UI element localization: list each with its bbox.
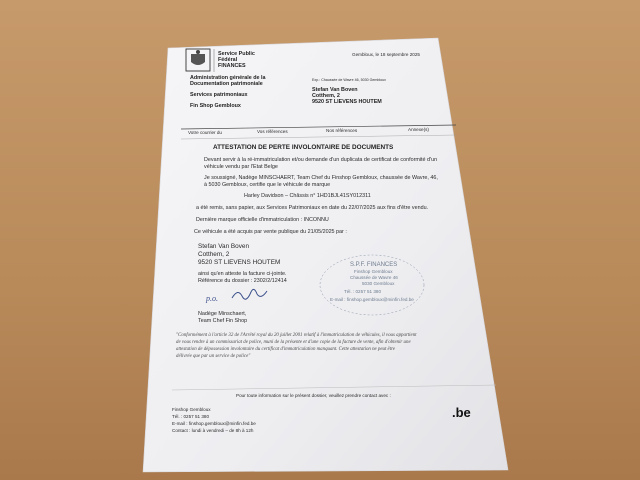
signer-title: Team Chef Fin Shop (198, 318, 248, 324)
intro-line1: Devant servir à la ré-immatriculation et/ou demande d'un duplicata de certificat de conformité d'un (204, 157, 438, 163)
footer-tel: Tél. : 0257 51 380 (172, 414, 210, 419)
finances-label: FINANCES (218, 63, 246, 69)
services-label: Services patrimoniaux (190, 92, 248, 98)
last-registration: Dernière marque officielle d'immatriculation : INCONNU (196, 217, 329, 223)
ref-our-refs: Nos références (326, 128, 358, 133)
place-date: Gembloux, le 18 septembre 2025 (352, 52, 420, 57)
legal-note-line3: attestation de dépossession involontaire du certificat d'immatriculation manquant. Cette attestation ne peut être (176, 347, 395, 352)
declaration-line1: Je soussigné, Nadège MINSCHAERT, Team Chef du Finshop Gembloux, chaussée de Wavre, 46, (204, 175, 438, 181)
buyer-name: Stefan Van Boven (198, 243, 250, 250)
stamp-line1: S.P.F. FINANCES (350, 262, 398, 268)
footer-office: Finshop Gembloux (172, 407, 211, 412)
ref-your-refs: Vos références (257, 129, 288, 134)
recipient-street: Cotthem, 2 (312, 93, 340, 99)
handover-line: a été remis, sans papier, aux Services Patrimoniaux en date du 22/07/2025 aux fins d'être vendu. (196, 205, 429, 211)
stamp-line4: 5030 Gembloux (362, 281, 395, 286)
vehicle-identification: Harley Davidson – Châssis n° 1HD1BJL41SY012311 (244, 193, 371, 199)
declaration-line2: à 5030 Gembloux, certifie que le véhicule de marque (204, 182, 331, 188)
stamp-line2: Finshop Gembloux (354, 269, 393, 274)
recipient-city: 9520 ST LIEVENS HOUTEM (312, 99, 382, 105)
sale-line: Ce véhicule a été acquis par vente publique du 21/05/2025 par : (194, 229, 347, 235)
admin-line2: Documentation patrimoniale (190, 81, 263, 87)
recipient-name: Stefan Van Boven (312, 87, 358, 93)
federal-label: Fédéral (218, 57, 238, 63)
signature-po: p.o. (206, 294, 218, 303)
stamp-line5: Tél. : 0257 51 380 (344, 289, 382, 294)
legal-note-line1: "Conformément à l'article 32 de l'Arrêté royal du 20 juillet 2001 relatif à l'immatriculation de véhicules, il vous appartient (176, 333, 417, 338)
legal-note-line2: de vous rendre à un commissariat de police, muni de la présente et d'une copie de la facture de vente, afin d'obtenir une (176, 340, 411, 345)
signer-name: Nadège Minschaert, (198, 311, 247, 317)
ref-annexes: Annexe(s) (408, 127, 429, 132)
belgium-be-logo: .be (452, 405, 471, 420)
footer-contact: Contact : lundi à vendredi – de 8h à 12h (172, 428, 254, 433)
sender-reference: Exp.: Chaussée de Wavre 46, 5030 Gembloux (312, 78, 386, 82)
service-public-label: Service Public (218, 51, 255, 57)
footer-email: E-mail : finshop.gembloux@minfin.fed.be (172, 421, 256, 426)
office-label: Fin Shop Gembloux (190, 103, 241, 109)
dossier-reference: Référence du dossier : 2302/2/12414 (198, 278, 287, 284)
ref-your-letter: Votre courrier du (188, 130, 222, 135)
buyer-city: 9520 ST LIEVENS HOUTEM (198, 259, 281, 266)
buyer-street: Cotthem, 2 (198, 251, 230, 258)
admin-line1: Administration générale de la (190, 75, 266, 81)
document-title: ATTESTATION DE PERTE INVOLONTAIRE DE DOCUMENTS (213, 144, 394, 151)
stamp-line6: E-mail : finshop.gembloux@minfin.fed.be (330, 297, 414, 302)
stamp-line3: Chaussée de Wavre 46 (350, 275, 398, 280)
footer-info: Pour toute information sur le présent dossier, veuillez prendre contact avec : (236, 393, 391, 398)
invoice-note: ainsi qu'en atteste la facture ci-jointe. (198, 271, 287, 277)
legal-note-line4: délivrée que par un service de police" (176, 354, 251, 359)
intro-line2: véhicule vendu par l'Etat Belge (204, 164, 278, 170)
